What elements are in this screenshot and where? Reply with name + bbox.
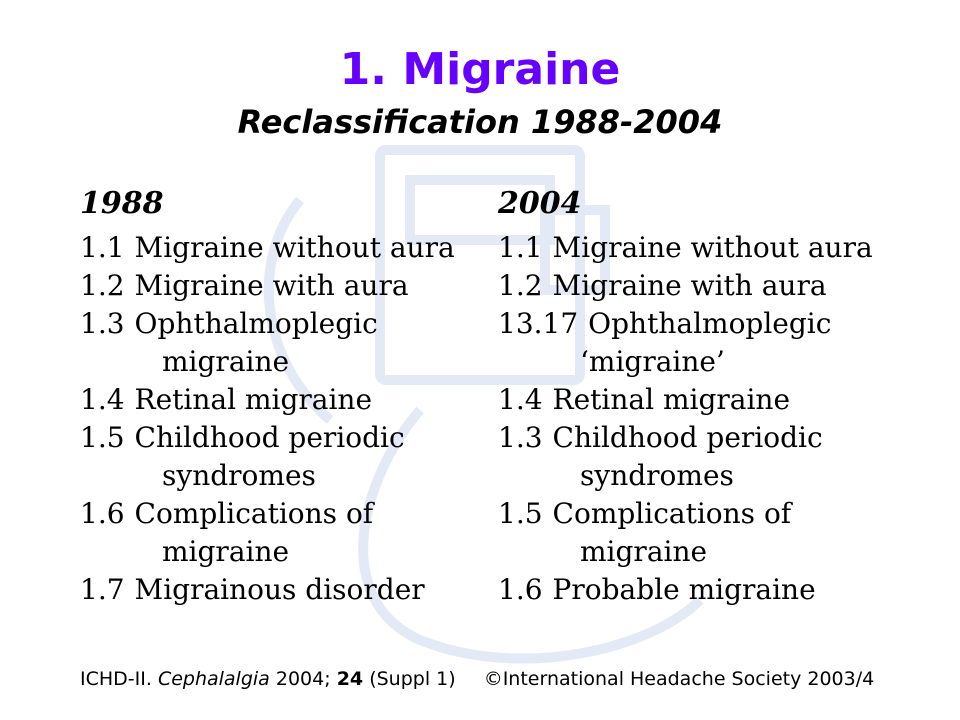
item-continuation: syndromes (162, 459, 316, 492)
column-year: 2004 (498, 186, 582, 221)
item-text: Migraine without aura (552, 231, 873, 264)
list-item (80, 495, 480, 533)
item-number: 1.5 (498, 497, 543, 530)
item-number: 1.6 (498, 573, 543, 606)
item-number: 1.1 (498, 231, 543, 264)
citation-suppl: (Suppl 1) (369, 668, 456, 690)
item-list (80, 229, 480, 609)
item-number: 1.3 (498, 421, 543, 454)
list-item (498, 267, 918, 305)
list-item (498, 419, 918, 457)
list-item (498, 381, 918, 419)
column-2004 (498, 185, 918, 609)
item-text: Ophthalmoplegic (134, 307, 378, 340)
list-item (80, 267, 480, 305)
item-continuation: migraine (162, 535, 290, 568)
list-item (498, 305, 918, 343)
item-text: Complications of (134, 497, 374, 530)
column-1988 (80, 185, 480, 609)
item-list (498, 229, 918, 609)
list-item (498, 229, 918, 267)
item-number: 1.5 (80, 421, 125, 454)
item-text: Migraine with aura (134, 269, 409, 302)
item-text: Childhood periodic (134, 421, 405, 454)
item-text: Complications of (552, 497, 792, 530)
copyright-notice: ©International Headache Society 2003/4 (483, 668, 875, 690)
citation-volume: 24 (336, 668, 364, 690)
column-year: 1988 (80, 186, 164, 221)
item-number: 1.7 (80, 573, 125, 606)
item-text: Migrainous disorder (134, 573, 425, 606)
page-subtitle: Reclassification 1988-2004 (237, 103, 723, 141)
item-text: Migraine with aura (552, 269, 827, 302)
citation-prefix: ICHD-II. (80, 668, 152, 690)
item-number: 1.4 (498, 383, 543, 416)
citation-journal: Cephalalgia (157, 668, 270, 690)
item-number: 1.2 (498, 269, 543, 302)
item-text: Childhood periodic (552, 421, 823, 454)
citation-year: 2004; (275, 668, 331, 690)
item-text: Retinal migraine (134, 383, 373, 416)
list-item (80, 571, 480, 609)
footer (80, 668, 940, 690)
item-number: 1.4 (80, 383, 125, 416)
list-item (80, 419, 480, 457)
item-text: Retinal migraine (552, 383, 791, 416)
item-continuation: syndromes (580, 459, 734, 492)
item-continuation: migraine (162, 345, 290, 378)
item-number: 1.2 (80, 269, 125, 302)
page-title: 1. Migraine (339, 44, 621, 95)
item-number: 1.3 (80, 307, 125, 340)
item-number: 1.6 (80, 497, 125, 530)
item-continuation: ‘migraine’ (580, 345, 725, 378)
list-item (498, 495, 918, 533)
list-item (80, 305, 480, 343)
list-item (80, 229, 480, 267)
item-text: Probable migraine (552, 573, 816, 606)
item-number: 13.17 (498, 307, 579, 340)
list-item (80, 381, 480, 419)
item-text: Migraine without aura (134, 231, 455, 264)
list-item (498, 571, 918, 609)
item-text: Ophthalmoplegic (588, 307, 832, 340)
item-number: 1.1 (80, 231, 125, 264)
item-continuation: migraine (580, 535, 708, 568)
